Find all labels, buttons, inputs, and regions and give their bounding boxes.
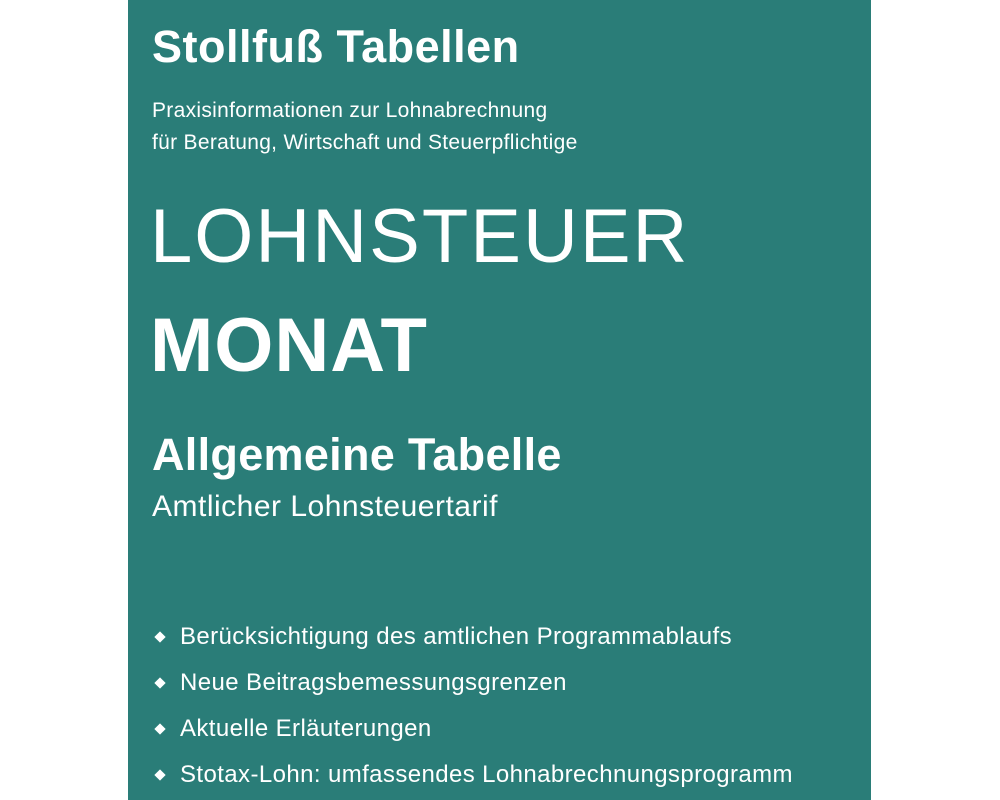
- feature-text: Aktuelle Erläuterungen: [180, 715, 432, 742]
- bullet-icon: [154, 723, 165, 734]
- bullet-icon: [154, 677, 165, 688]
- feature-item: [156, 614, 793, 660]
- feature-item: [156, 752, 793, 798]
- main-title: LOHNSTEUER: [150, 194, 690, 279]
- feature-item: [156, 706, 793, 752]
- feature-item: [156, 660, 793, 706]
- bullet-icon: [154, 631, 165, 642]
- bullet-icon: [154, 769, 165, 780]
- book-cover: [128, 0, 871, 800]
- feature-text: Stotax-Lohn: umfassendes Lohnabrechnungsprogramm: [180, 761, 793, 788]
- sub-title: MONAT: [150, 303, 428, 388]
- feature-text: Neue Beitragsbemessungsgrenzen: [180, 669, 567, 696]
- table-title: Allgemeine Tabelle: [152, 429, 562, 480]
- table-subtitle: Amtlicher Lohnsteuertarif: [152, 490, 498, 523]
- brand-title: Stollfuß Tabellen: [152, 21, 520, 72]
- tagline-line-1: Praxisinformationen zur Lohnabrechnung: [152, 99, 548, 122]
- tagline-line-2: für Beratung, Wirtschaft und Steuerpflichtige: [152, 131, 578, 154]
- feature-list: [156, 614, 793, 798]
- feature-text: Berücksichtigung des amtlichen Programmablaufs: [180, 623, 732, 650]
